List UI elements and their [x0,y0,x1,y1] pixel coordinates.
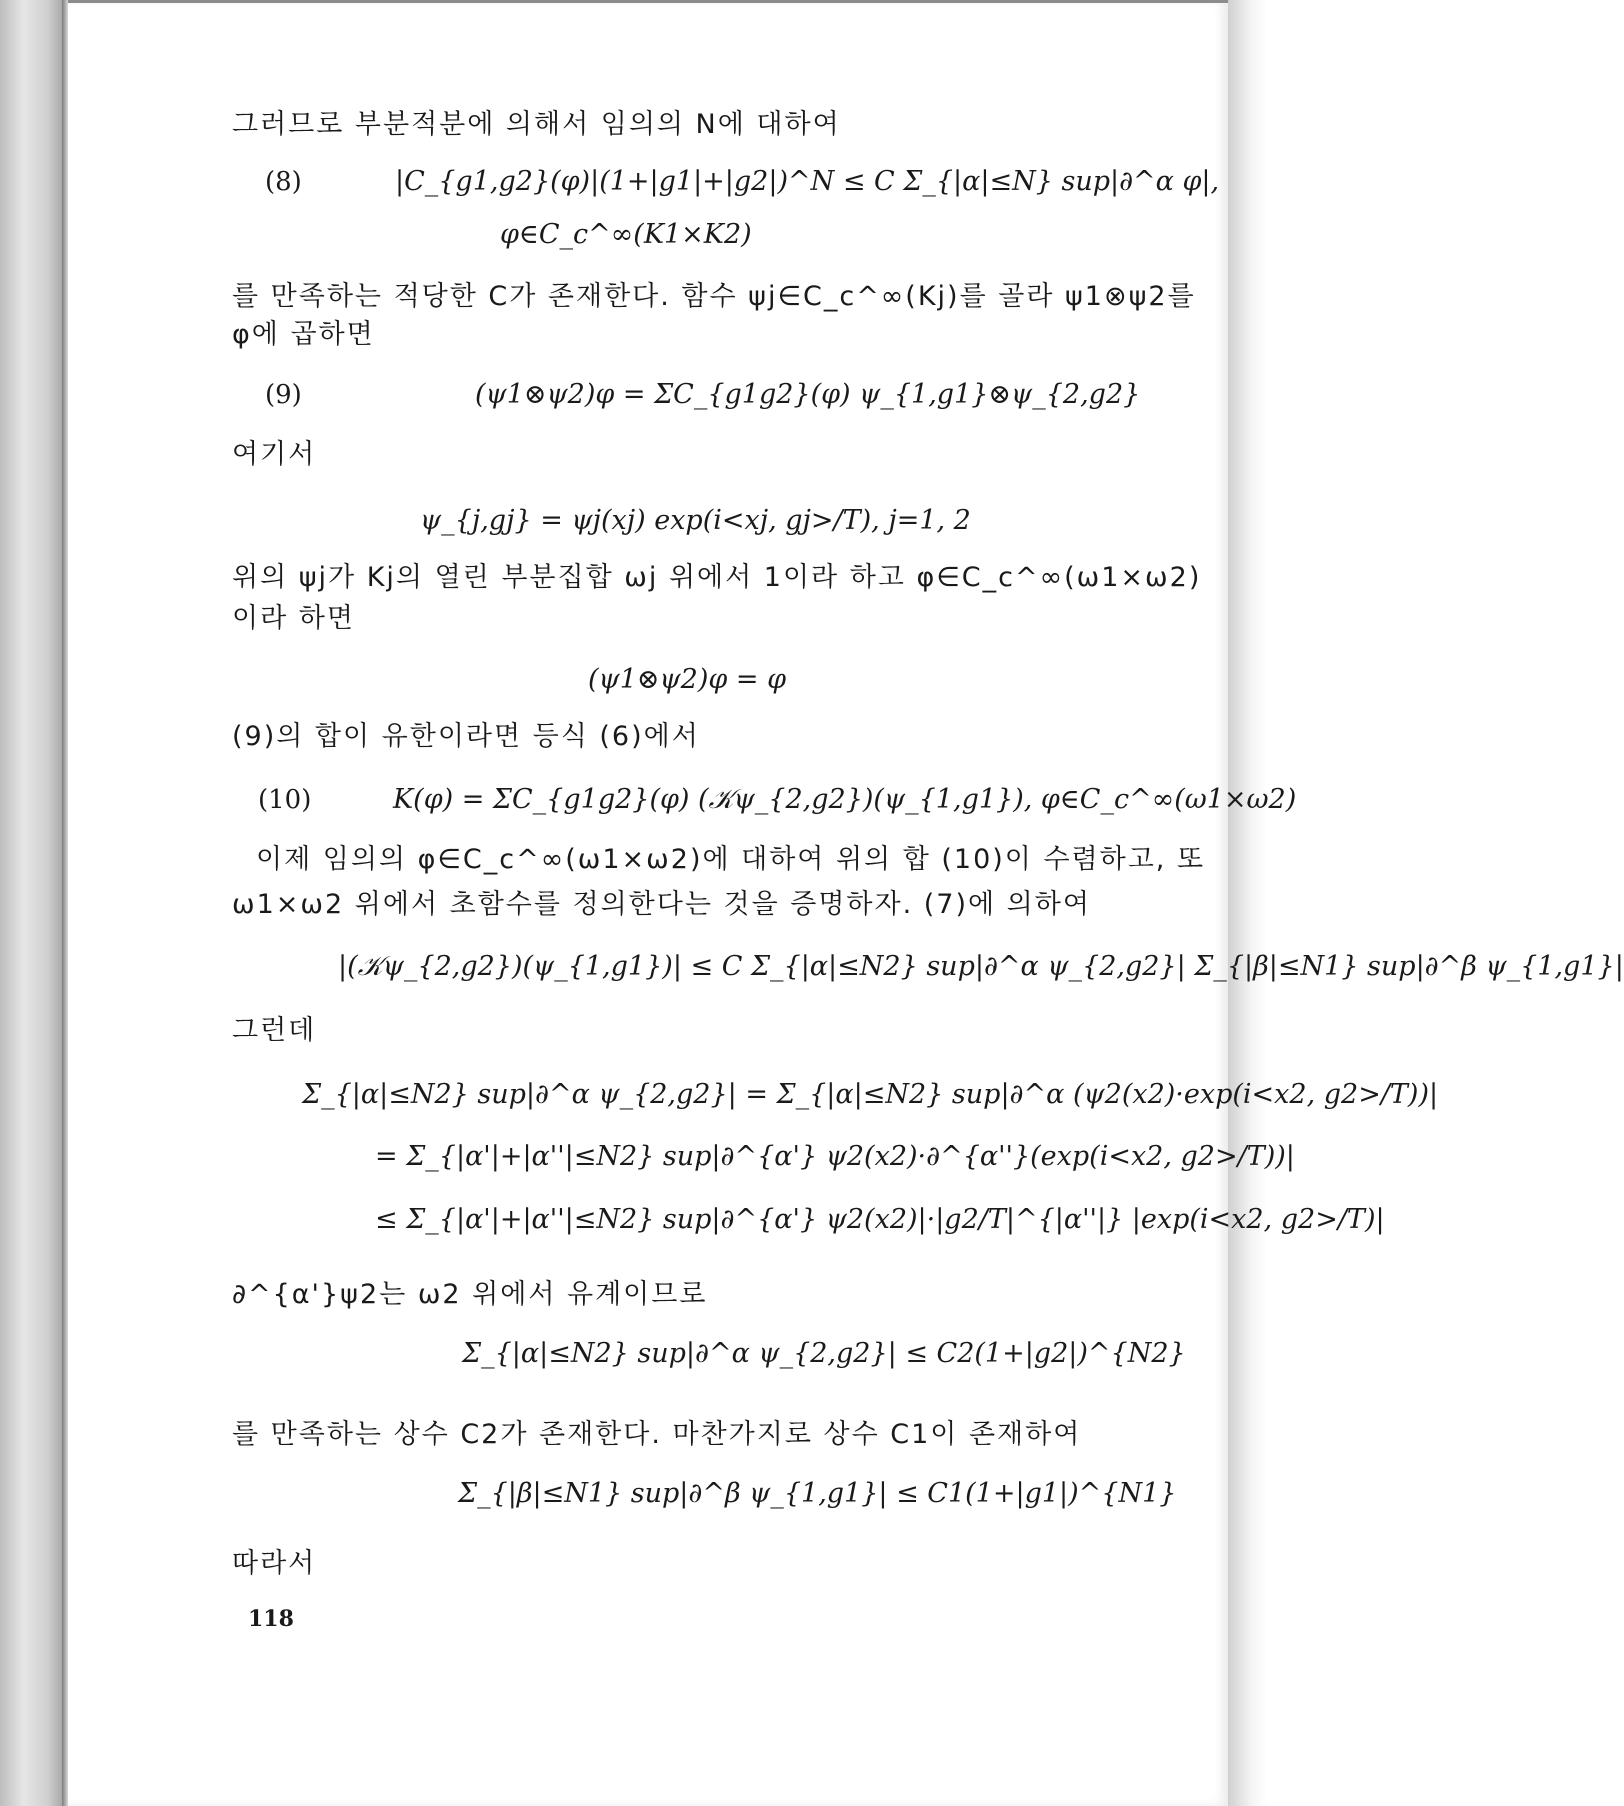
equation-8-line-1: |C_{g1,g2}(φ)|(1+|g1|+|g2|)^N ≤ C Σ_{|α|≤N} sup|∂^α φ|, [395,166,1220,197]
equation-8-line-2: φ∈C_c^∞(K1×K2) [500,219,752,250]
text-line-8: 이제 임의의 φ∈C_c^∞(ω1×ω2)에 대하여 위의 합 (10)이 수렴하고, 또 [256,844,1206,875]
text-line-3: φ에 곱하면 [232,319,375,350]
equation-sum-line-2: = Σ_{|α'|+|α''|≤N2} sup|∂^{α'} ψ2(x2)·∂^{α''}(exp(i<x2, g2>/T))| [375,1141,1295,1172]
book-spine [0,0,68,1806]
text-line-10: 그런데 [232,1015,317,1046]
text-line-6: 이라 하면 [232,603,355,634]
text-line-11: ∂^{α'}ψ2는 ω2 위에서 유계이므로 [232,1279,708,1310]
text-line-13: 따라서 [232,1548,317,1579]
equation-number-10: (10) [258,785,312,815]
equation-c1-bound: Σ_{|β|≤N1} sup|∂^β ψ_{1,g1}| ≤ C1(1+|g1|)^{N1} [458,1478,1177,1509]
equation-c2-bound: Σ_{|α|≤N2} sup|∂^α ψ_{2,g2}| ≤ C2(1+|g2|)^{N2} [462,1338,1186,1369]
equation-phi: (ψ1⊗ψ2)φ = φ [588,664,786,695]
text-line-5: 위의 ψj가 Kj의 열린 부분집합 ωj 위에서 1이라 하고 φ∈C_c^∞(ω1×ω2) [232,562,1202,593]
text-line-2: 를 만족하는 적당한 C가 존재한다. 함수 ψj∈C_c^∞(Kj)를 골라 ψ1⊗ψ2를 [232,281,1196,312]
text-line-12: 를 만족하는 상수 C2가 존재한다. 마찬가지로 상수 C1이 존재하여 [232,1419,1082,1450]
text-line-4: 여기서 [232,439,317,470]
page-top-border [68,0,1228,3]
text-line-1: 그러므로 부분적분에 의해서 임의의 N에 대하여 [232,109,841,140]
page-number: 118 [248,1606,294,1632]
equation-10: K(φ) = ΣC_{g1g2}(φ) (𝒦ψ_{2,g2})(ψ_{1,g1}), φ∈C_c^∞(ω1×ω2) [393,784,1297,815]
equation-9: (ψ1⊗ψ2)φ = ΣC_{g1g2}(φ) ψ_{1,g1}⊗ψ_{2,g2} [475,379,1141,410]
text-line-9: ω1×ω2 위에서 초함수를 정의한다는 것을 증명하자. (7)에 의하여 [232,889,1091,920]
equation-number-9: (9) [265,380,302,410]
equation-psi-def: ψ_{j,gj} = ψj(xj) exp(i<xj, gj>/T), j=1, 2 [420,505,971,536]
equation-number-8: (8) [265,167,302,197]
text-line-7: (9)의 합이 유한이라면 등식 (6)에서 [232,721,700,752]
equation-sum-line-3: ≤ Σ_{|α'|+|α''|≤N2} sup|∂^{α'} ψ2(x2)|·|g2/T|^{|α''|} |exp(i<x2, g2>/T)| [375,1204,1385,1235]
equation-k-bound: |(𝒦ψ_{2,g2})(ψ_{1,g1})| ≤ C Σ_{|α|≤N2} sup|∂^α ψ_{2,g2}| Σ_{|β|≤N1} sup|∂^β ψ_{1,g1}| [338,951,1624,982]
page-right-edge [1228,0,1267,1806]
equation-sum-line-1: Σ_{|α|≤N2} sup|∂^α ψ_{2,g2}| = Σ_{|α|≤N2} sup|∂^α (ψ2(x2)·exp(i<x2, g2>/T))| [302,1079,1439,1110]
